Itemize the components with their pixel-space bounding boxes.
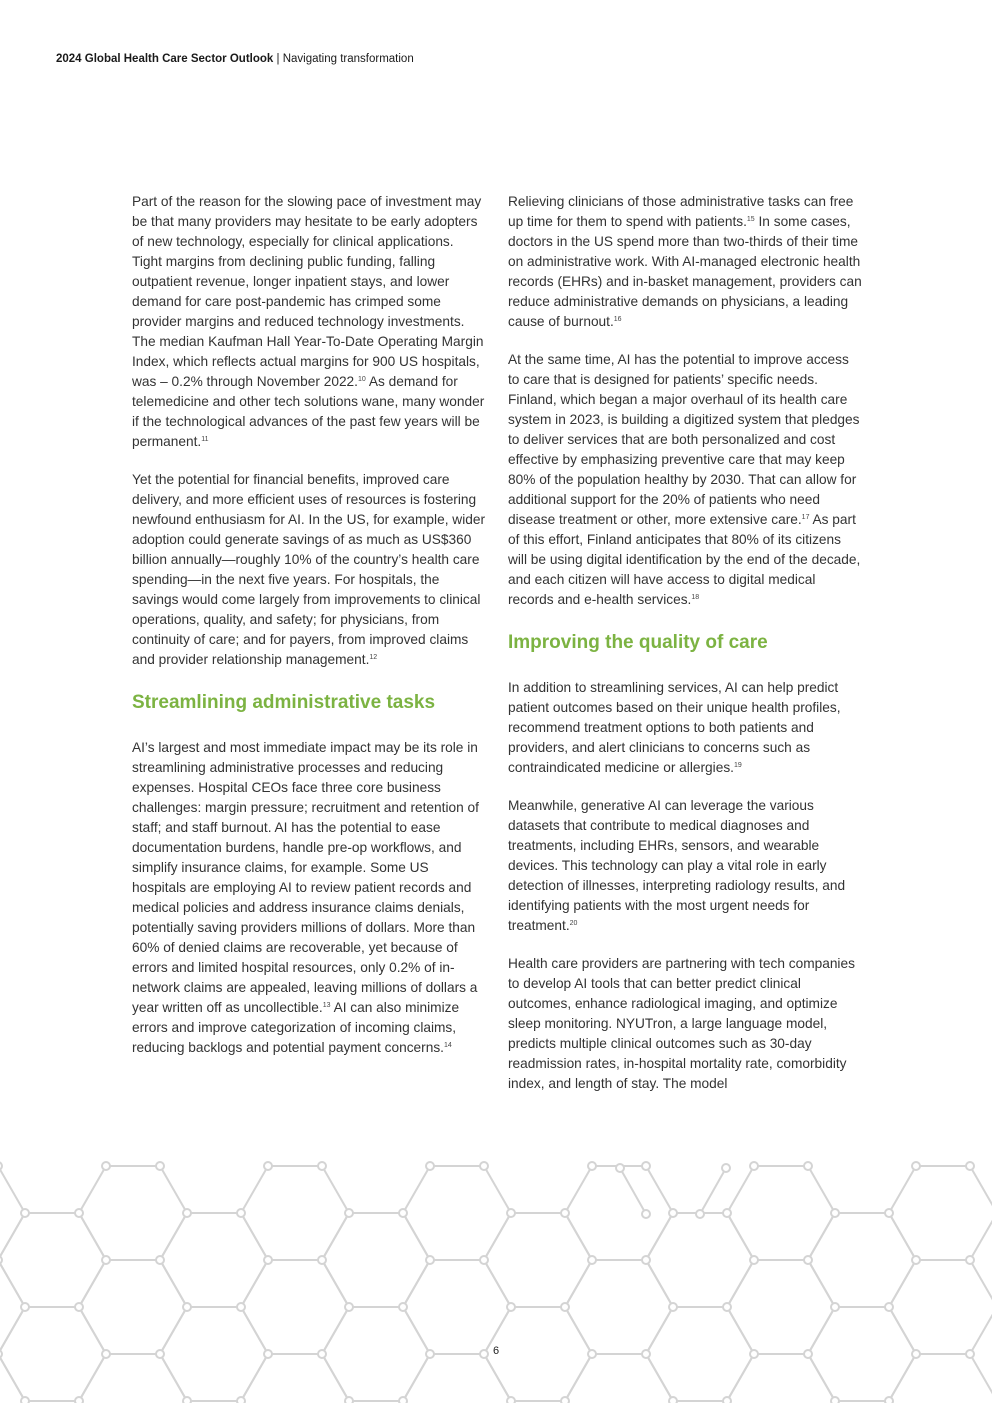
footnote-ref: 18 xyxy=(691,594,700,601)
paragraph: Meanwhile, generative AI can leverage the various datasets that contribute to medical diagnoses and treatments, including EHRs, sensors, and wearable devices. This technology can play a vital role in early detection of illnesses, interpreting radiology results, and identifying patients with the most urgent needs for treatment.$^{20}$ xyxy=(508,798,846,933)
hexagon-pattern-decoration xyxy=(0,1150,992,1403)
footnote-ref: 15 xyxy=(746,216,755,223)
paragraph: Part of the reason for the slowing pace of investment may be that many providers may hesitate to be early adopters of new technology, especially for clinical applications. Tight margins from declining public funding, falling outpatient revenue, longer inpatient stays, and lower demand for care post-pandemic has crimped some provider margins and reduced technology investments. The median Kaufman Hall Year-To-Date Operating Margin Index, which reflects actual margins for 900 US hospitals, was – 0.2% through November 2022.10 As demand for telemedicine and other tech solutions wane, many wonder if the technological advances of the past few years will be permanent.$^{11}$ xyxy=(132,194,485,449)
paragraph: Health care providers are partnering with tech companies to develop AI tools that can better predict clinical outcomes, enhance radiological imaging, and optimize sleep monitoring. NYUTron, a large language model, predicts multiple clinical outcomes such as 30-day readmission rates, in-hospital mortality rate, comorbidity index, and length of stay. The model xyxy=(508,956,855,1091)
footnote-ref: 20 xyxy=(569,920,578,927)
footnote-ref: 13 xyxy=(322,1002,331,1009)
header-separator: | xyxy=(273,53,283,65)
paragraph: At the same time, AI has the potential to improve access to care that is designed for patients’ specific needs. Finland, which began a major overhaul of its health care system in 2023, is building a digitized system that pledges to deliver services that are both personalized and cost effective by emphasizing preventive care that may keep 80% of the population healthy by 2030. That can allow for additional support for the 20% of patients who need disease treatment or other, more extensive care.$^{17}$ As part of this effort, Finland anticipates that 80% of its citizens will be using digital identification by the end of the decade, and each citizen will have access to digital medical records and e-health services.$^{18}$ xyxy=(508,352,861,607)
section-heading-quality: Improving the quality of care xyxy=(508,632,768,653)
footnote-ref: 12 xyxy=(369,654,378,661)
left-column xyxy=(132,192,486,1076)
header-subtitle: Navigating transformation xyxy=(282,53,414,65)
paragraph: Yet the potential for financial benefits, improved care delivery, and more efficient uses of resources is fostering newfound enthusiasm for AI. In the US, for example, wider adoption could generate savings of as much as US$360 billion annually—roughly 10% of the country’s health care spending—in the next five years. For hospitals, the savings would come largely from improvements to clinical operations, quality, and safety; for physicians, from continuity of care; and for payers, from improved claims and provider relationship management.$^{12}$ xyxy=(132,472,486,667)
header-title: 2024 Global Health Care Sector Outlook xyxy=(56,53,274,65)
right-column xyxy=(508,192,862,1112)
footnote-ref: 11 xyxy=(201,436,209,443)
footnote-ref: 10 xyxy=(357,376,366,383)
footnote-ref: 17 xyxy=(801,514,810,521)
paragraph: Relieving clinicians of those administrative tasks can free up time for them to spend with patients.$^{15}$ In some cases, doctors in the US spend more than two-thirds of their time on administrative work. With AI-managed electronic health records (EHRs) and in-basket management, providers can reduce administrative demands on physicians, a leading cause of burnout.$^{16}$ xyxy=(508,194,862,329)
paragraph: In addition to streamlining services, AI can help predict patient outcomes based on their unique health profiles, recommend treatment options to both patients and providers, and alert clinicians to concerns such as contraindicated medicine or allergies.$^{19}$ xyxy=(508,680,841,775)
footnote-ref: 14 xyxy=(443,1042,452,1049)
footnote-ref: 19 xyxy=(733,762,742,769)
section-heading-streamlining: Streamlining administrative tasks xyxy=(132,692,436,713)
running-header xyxy=(56,53,414,65)
paragraph: AI’s largest and most immediate impact may be its role in streamlining administrative processes and reducing expenses. Hospital CEOs face three core business challenges: margin pressure; recruitment and retention of staff; and staff burnout. AI has the potential to ease documentation burdens, handle pre-op workflows, and simplify insurance claims, for example. Some US hospitals are employing AI to review patient records and medical policies and address insurance claims denials, potentially saving providers millions of dollars. More than 60% of denied claims are recoverable, yet because of errors and limited hospital resources, only 0.2% of in-network claims are appealed, leaving millions of dollars a year written off as uncollectible.$^{13}$ AI can also minimize errors and improve categorization of incoming claims, reducing backlogs and potential payment concerns.$^{14}$ xyxy=(132,740,479,1055)
footnote-ref: 16 xyxy=(613,316,622,323)
page-number: 6 xyxy=(492,1345,500,1357)
